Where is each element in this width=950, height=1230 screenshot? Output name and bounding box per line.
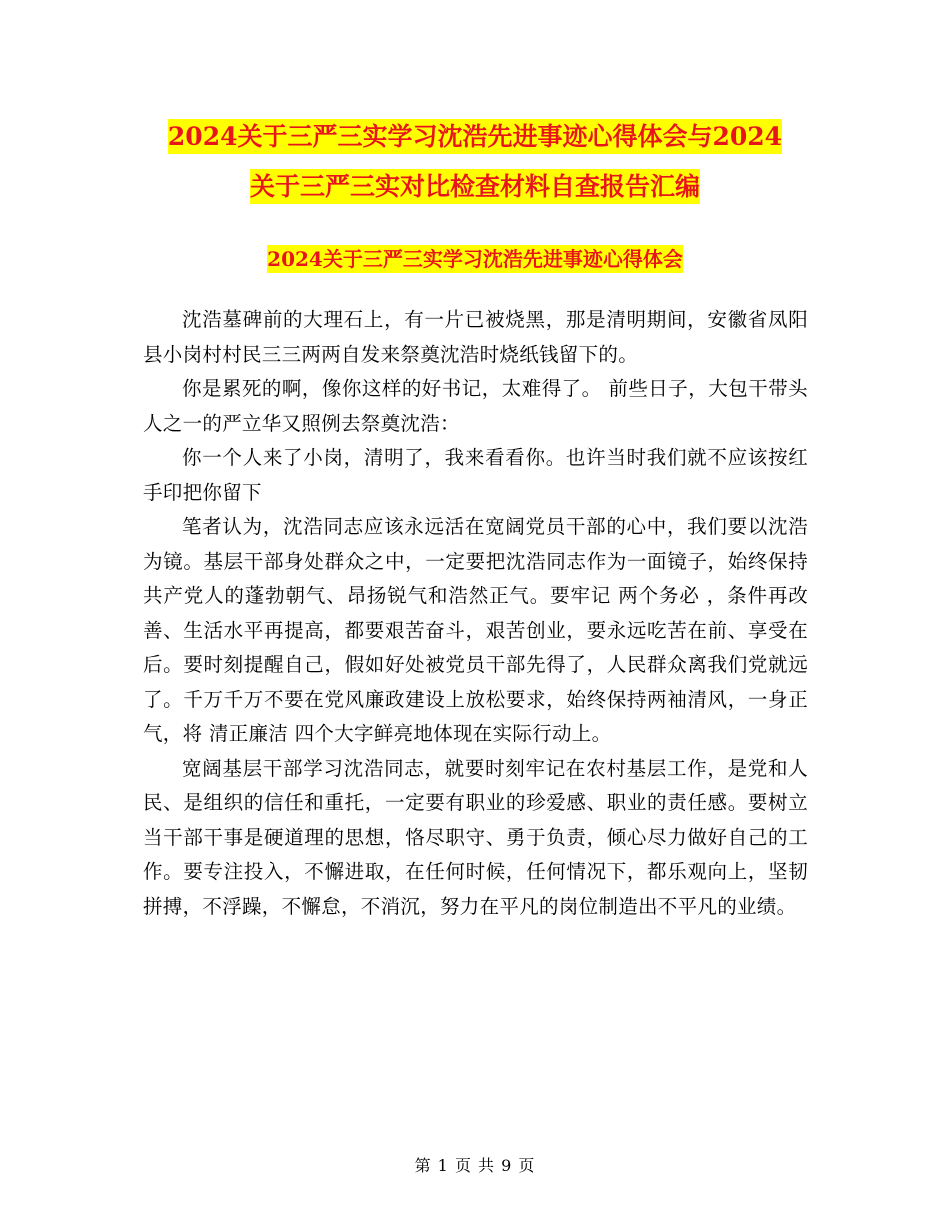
paragraph-4: 笔者认为，沈浩同志应该永远活在宽阔党员干部的心中，我们要以沈浩为镜。基层干部身处群众之中，一定要把沈浩同志作为一面镜子，始终保持共产党人的蓬勃朝气、昂扬锐气和浩然正气。要牢记 两个务必 ，条件再改善、生活水平再提高，都要艰苦奋斗，艰苦创业，要永远吃苦在前、享受在后。要时刻提醒自己，假如好处被党员干部先得了，人民群众离我们党就远了。千万千万不要在党风廉政建设上放松要求，始终保持两袖清风，一身正气，将 清正廉洁 四个大字鲜亮地体现在实际行动上。 [143,515,808,745]
section-title-text: 2024关于三严三实学习沈浩先进事迹心得体会 [267,247,683,271]
paragraph-5: 宽阔基层干部学习沈浩同志，就要时刻牢记在农村基层工作，是党和人民、是组织的信任和重托，一定要有职业的珍爱感、职业的责任感。要树立当干部干事是硬道理的思想，恪尽职守、勇于负责，倾心尽力做好自己的工作。要专注投入，不懈进取，在任何时候，任何情况下，都乐观向上，坚韧拼搏，不浮躁，不懈怠，不消沉，努力在平凡的岗位制造出不平凡的业绩。 [143,756,808,918]
document-title [100,112,850,212]
paragraph-1: 沈浩墓碑前的大理石上，有一片已被烧黑，那是清明期间，安徽省凤阳县小岗村村民三三两两自发来祭奠沈浩时烧纸钱留下的。 [143,308,808,366]
paragraph-2: 你是累死的啊，像你这样的好书记，太难得了。 前些日子，大包干带头人之一的严立华又照例去祭奠沈浩： [143,377,808,435]
page-footer: 第 1 页 共 9 页 [414,1156,536,1175]
title-line-1: 2024关于三严三实学习沈浩先进事迹心得体会与2024 [168,119,782,154]
title-line-2: 关于三严三实对比检查材料自查报告汇编 [250,169,700,204]
body-text [143,303,808,924]
section-title [100,243,850,275]
paragraph-3: 你一个人来了小岗，清明了，我来看看你。也许当时我们就不应该按红手印把你留下 [143,446,808,504]
